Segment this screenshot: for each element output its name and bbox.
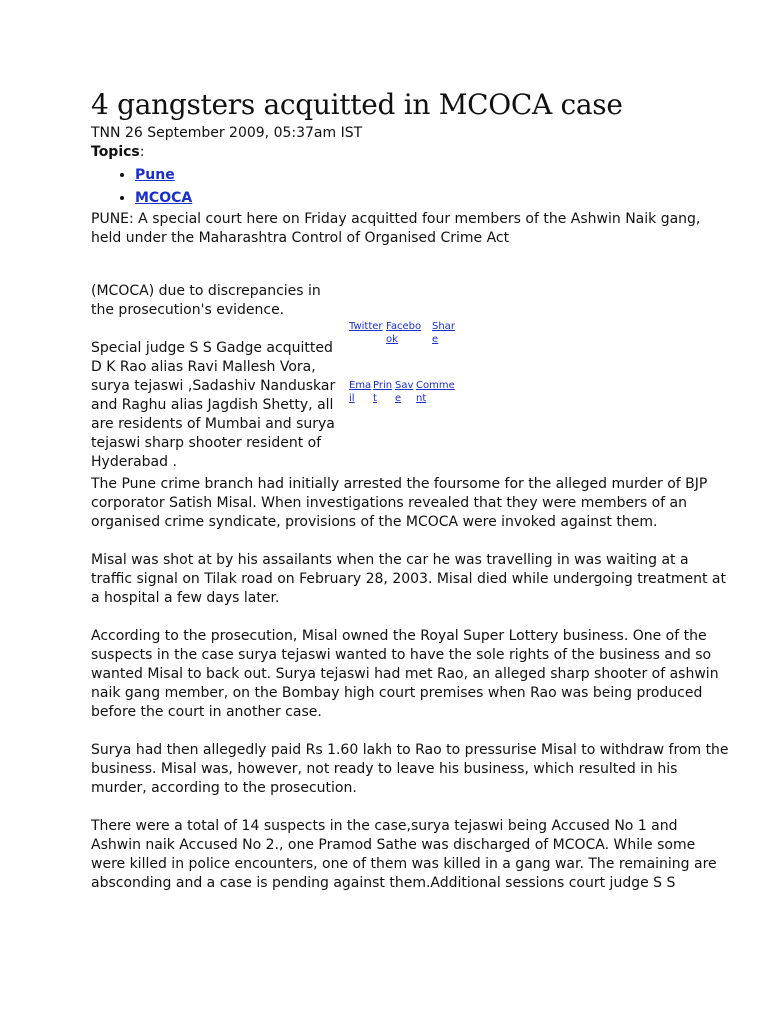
topics-label: Topics — [91, 144, 140, 160]
share-tools — [349, 320, 460, 405]
article-paragraph: (MCOCA) due to discrepancies in the prosecution's evidence. — [91, 283, 321, 318]
article-column-block — [91, 282, 731, 468]
article-paragraph: There were a total of 14 suspects in the case,surya tejaswi being Accused No 1 and Ashwin naik Accused No 2., one Pramod Sathe was discharged of MCOCA. While some were killed in police encounters, one of them was killed in a gang war. The remaining are absconding and a case is pending against them.Additional sessions court judge S S — [91, 818, 717, 891]
topic-link-mcoca[interactable]: MCOCA — [135, 190, 193, 206]
article-paragraph: Surya had then allegedly paid Rs 1.60 lakh to Rao to pressurise Misal to withdraw from the business. Misal was, however, not ready to leave his business, which resulted in his murder, according to the prosecution. — [91, 742, 729, 796]
print-link[interactable]: Print — [373, 380, 393, 404]
article-left-column — [91, 282, 336, 472]
topics-list — [91, 164, 731, 210]
article-title: 4 gangsters acquitted in MCOCA case — [91, 88, 623, 121]
topic-link-pune[interactable]: Pune — [135, 167, 175, 183]
twitter-link[interactable]: Twitter — [349, 321, 383, 332]
topics-heading — [91, 143, 731, 162]
topics-colon: : — [139, 144, 145, 160]
email-link[interactable]: Email — [349, 380, 372, 404]
article-body — [91, 475, 731, 893]
article-paragraph: According to the prosecution, Misal owned the Royal Super Lottery business. One of the suspects in the case surya tejaswi wanted to have the sole rights of the business and so wanted Misal to back out. Surya tejaswi had met Rao, an alleged sharp shooter of ashwin naik gang member, on the Bombay high court premises when Rao was being produced before the court in another case. — [91, 628, 719, 720]
article-paragraph: Special judge S S Gadge acquitted D K Rao alias Ravi Mallesh Vora, surya tejaswi ,Sadashiv Nanduskar and Raghu alias Jagdish Shetty, all are residents of Mumbai and surya tejaswi sharp shooter resident of Hyderabad . — [91, 340, 336, 470]
share-link[interactable]: Share — [432, 321, 455, 345]
facebook-link[interactable]: Facebook — [386, 321, 422, 345]
article-paragraph: The Pune crime branch had initially arrested the foursome for the alleged murder of BJP corporator Satish Misal. When investigations revealed that they were members of an organised crime syndicate, provisions of the MCOCA were invoked against them. — [91, 476, 708, 530]
topic-item — [135, 187, 731, 210]
article-paragraph: Misal was shot at by his assailants when the car he was travelling in was waiting at a traffic signal on Tilak road on February 28, 2003. Misal died while undergoing treatment at a hospital a few days later. — [91, 552, 726, 606]
comment-link[interactable]: Comment — [416, 380, 455, 404]
article — [91, 86, 731, 893]
topic-item — [135, 164, 731, 187]
article-lead: PUNE: A special court here on Friday acquitted four members of the Ashwin Naik gang, held under the Maharashtra Control of Organised Crime Act — [91, 211, 701, 246]
article-byline: TNN 26 September 2009, 05:37am IST — [91, 125, 363, 141]
save-link[interactable]: Save — [395, 380, 414, 404]
